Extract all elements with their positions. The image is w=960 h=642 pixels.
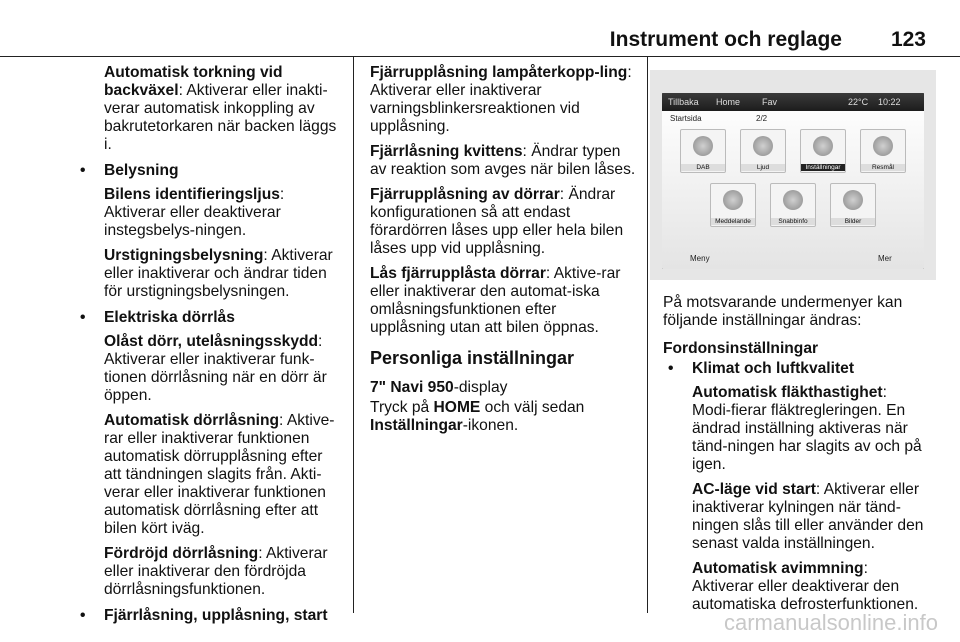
remote-unlock-doors-setting: Fjärrupplåsning av dörrar: Ändrar konfigurationen så att endast förardörren låses upp eller hela bilen låses upp vid upplåsning. <box>370 186 624 257</box>
tile-quick-info: Snabbinfo <box>770 183 816 227</box>
header-title: Instrument och reglage <box>609 28 842 51</box>
home-page-label: Startsida <box>670 114 702 123</box>
door-locks-heading: • Elektriska dörrlås <box>80 309 235 326</box>
speaker-icon <box>753 136 773 156</box>
ac-mode-setting: AC-läge vid start: Aktiverar eller inaktiverar kylningen när tänd-ningen slås till eller använder den senast valda inställningen. <box>692 481 924 552</box>
display-type: 7" Navi 950-display <box>370 379 508 396</box>
home-button: Home <box>716 97 741 107</box>
page-indicator: 2/2 <box>756 114 768 123</box>
tile-message: Meddelande <box>710 183 756 227</box>
tile-pictures: Bilder <box>830 183 876 227</box>
vehicle-locator-setting: Bilens identifieringsljus: Aktiverar eller deaktiverar instegsbelys-ningen. <box>104 186 285 239</box>
lighting-heading: • Belysning <box>80 162 179 179</box>
header-divider <box>0 56 960 57</box>
bullet-icon: • <box>80 309 86 326</box>
instruction-text: Tryck på HOME och välj sedan Inställningar-ikonen. <box>370 399 585 434</box>
auto-defog-setting: Automatisk avimmning: Aktiverar eller deaktiverar den automatiska defrosterfunktionen. <box>692 560 919 613</box>
column-2 <box>370 64 636 442</box>
bullet-icon: • <box>80 607 86 624</box>
column-1 <box>80 64 342 631</box>
temperature-readout: 22°C <box>848 97 869 107</box>
remote-relock-setting: Lås fjärrupplåsta dörrar: Aktive-rar eller inaktiverar den automat-iska omlåsningsfunktionen efter upplåsning utan att bilen öppnas. <box>370 265 621 336</box>
screen-home-page <box>662 111 924 269</box>
picture-icon <box>843 190 863 210</box>
unlocked-door-setting: Olåst dörr, utelåsningsskydd: Aktiverar eller inaktiverar funk-tionen dörrlåsning när en dörr är öppen. <box>104 333 327 404</box>
tile-settings: Inställningar <box>800 129 846 173</box>
back-button: Tillbaka <box>668 97 699 107</box>
bullet-icon: • <box>668 360 674 377</box>
vehicle-settings-heading: Fordonsinställningar <box>663 340 819 357</box>
tile-destination: Resmål <box>860 129 906 173</box>
column-divider-1 <box>353 57 354 613</box>
infotainment-screenshot <box>662 93 924 269</box>
remote-heading: • Fjärrlåsning, upplåsning, start <box>80 607 328 624</box>
info-icon <box>783 190 803 210</box>
gear-icon <box>813 136 833 156</box>
remote-lock-feedback-setting: Fjärrlåsning kvittens: Ändrar typen av reaktion som avges när bilen låses. <box>370 143 636 178</box>
page-header <box>0 0 960 56</box>
fav-button: Fav <box>762 97 778 107</box>
section-title: Personliga inställningar <box>370 348 575 368</box>
tile-dab: DAB <box>680 129 726 173</box>
clock-readout: 10:22 <box>878 97 901 107</box>
climate-settings <box>663 384 928 614</box>
map-icon <box>873 136 893 156</box>
auto-lock-setting: Automatisk dörrlåsning: Aktive-rar eller inaktiverar funktionen automatisk dörrupplåsning efter att tändningen slagits från. Akti-verar eller inaktiverar funktionen automatisk dörrlåsning efter att bilen kört iväg. <box>104 412 335 537</box>
more-button: Mer <box>878 254 892 263</box>
climate-heading: • Klimat och luftkvalitet <box>668 360 855 377</box>
bullet-icon: • <box>80 162 86 179</box>
message-icon <box>723 190 743 210</box>
delayed-lock-setting: Fördröjd dörrlåsning: Aktiverar eller inaktiverar den fördröjda dörrlåsningsfunktionen. <box>104 545 328 598</box>
column-divider-2 <box>647 57 648 613</box>
remote-unlock-light-setting: Fjärrupplåsning lampåterkopp-ling: Aktiverar eller inaktiverar varningsblinkersreaktionen vid upplåsning. <box>370 64 632 135</box>
radio-icon <box>693 136 713 156</box>
intro-text: På motsvarande undermenyer kan följande inställningar ändras: <box>663 294 903 329</box>
exit-lighting-setting: Urstigningsbelysning: Aktiverar eller inaktiverar och ändrar tiden för urstigningsbelysningen. <box>104 247 333 300</box>
auto-fan-setting: Automatisk fläkthastighet: Modi-fierar fläktregleringen. En ändrad inställning aktiveras när tänd-ningen har slagits av och på igen. <box>692 384 922 473</box>
screen-top-bar <box>662 93 924 111</box>
tile-sound: Ljud <box>740 129 786 173</box>
watermark: carmanualsonline.info <box>723 610 938 635</box>
column-3 <box>663 294 928 621</box>
auto-wiper-setting: Automatisk torkning vid backväxel: Aktiverar eller inakti-verar automatisk inkoppling av bakrutetorkaren när backen läggs i. <box>104 64 337 153</box>
page-number: 123 <box>890 28 926 51</box>
menu-button: Meny <box>690 254 710 263</box>
